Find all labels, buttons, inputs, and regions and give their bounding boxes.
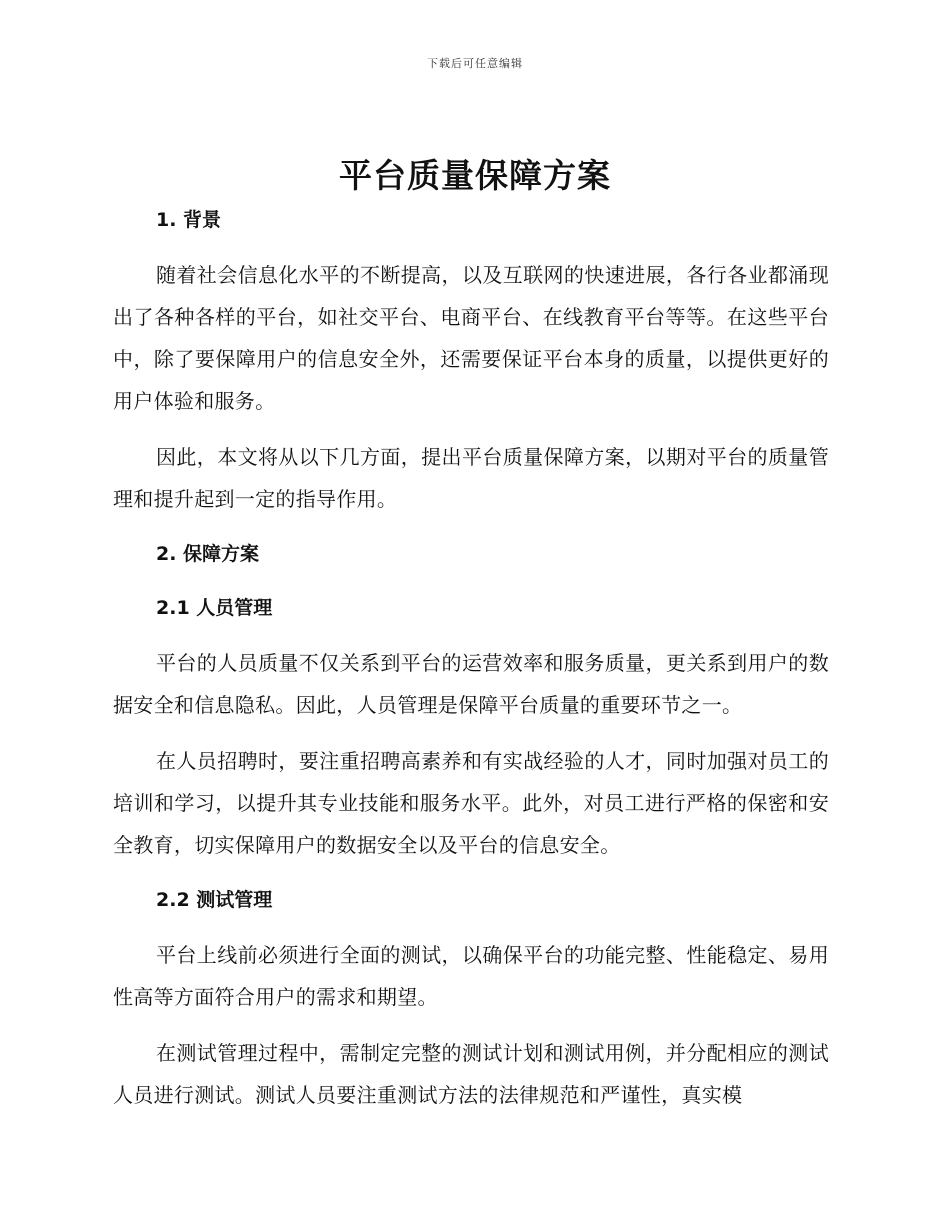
section-heading-testing: 2.2 测试管理	[156, 889, 273, 911]
paragraph: 平台的人员质量不仅关系到平台的运营效率和服务质量，更关系到用户的数据安全和信息隐私。因此，人员管理是保障平台质量的重要环节之一。	[113, 651, 829, 717]
section-heading-background: 1. 背景	[156, 209, 222, 231]
page-header-note: 下载后可任意编辑	[427, 57, 523, 70]
section-heading-personnel: 2.1 人员管理	[156, 597, 273, 619]
paragraph: 随着社会信息化水平的不断提高，以及互联网的快速进展，各行各业都涌现出了各种各样的平台，如社交平台、电商平台、在线教育平台等等。在这些平台中，除了要保障用户的信息安全外，还需要保证平台本身的质量，以提供更好的用户体验和服务。	[113, 263, 829, 413]
document-title: 平台质量保障方案	[339, 156, 611, 195]
paragraph: 因此，本文将从以下几方面，提出平台质量保障方案，以期对平台的质量管理和提升起到一定的指导作用。	[113, 445, 829, 511]
paragraph: 在人员招聘时，要注重招聘高素养和有实战经验的人才，同时加强对员工的培训和学习，以提升其专业技能和服务水平。此外，对员工进行严格的保密和安全教育，切实保障用户的数据安全以及平台的信息安全。	[113, 749, 829, 857]
document-body	[113, 200, 829, 1116]
section-heading-plan: 2. 保障方案	[156, 543, 260, 565]
paragraph: 在测试管理过程中，需制定完整的测试计划和测试用例，并分配相应的测试人员进行测试。测试人员要注重测试方法的法律规范和严谨性，真实模	[113, 1041, 829, 1107]
paragraph: 平台上线前必须进行全面的测试，以确保平台的功能完整、性能稳定、易用性高等方面符合用户的需求和期望。	[113, 943, 829, 1009]
